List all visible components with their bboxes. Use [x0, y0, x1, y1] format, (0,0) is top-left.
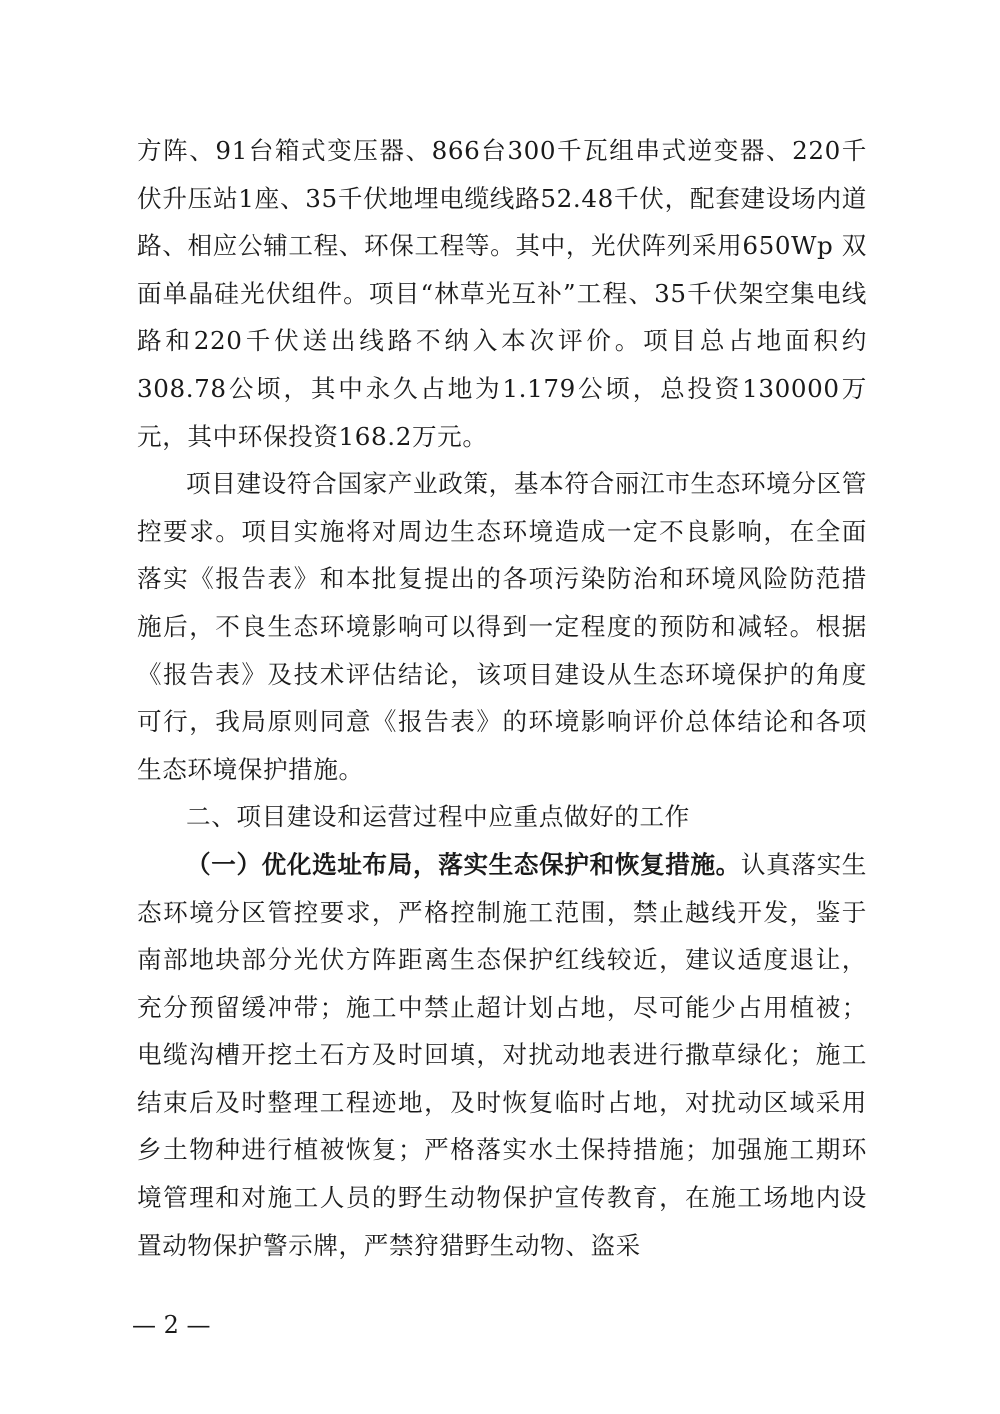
subsection-heading: （一）优化选址布局，落实生态保护和恢复措施。	[186, 849, 741, 879]
paragraph-assessment-conclusion: 项目建设符合国家产业政策，基本符合丽江市生态环境分区管控要求。项目实施将对周边生态环境造成一定不良影响，在全面落实《报告表》和本批复提出的各项污染防治和环境风险防范措施后，不良生态环境影响可以得到一定程度的预防和减轻。根据《报告表》及技术评估结论，该项目建设从生态环境保护的角度可行，我局原则同意《报告表》的环境影响评价总体结论和各项生态环境保护措施。	[137, 469, 867, 784]
page-number: — 2 —	[132, 1311, 211, 1339]
paragraph-project-scope: 方阵、91台箱式变压器、866台300千瓦组串式逆变器、220千伏升压站1座、35千伏地埋电缆线路52.48千伏，配套建设场内道路、相应公辅工程、环保工程等。其中，光伏阵列采用650Wp 双面单晶硅光伏组件。项目“林草光互补”工程、35千伏架空集电线路和220千伏送出线路不纳入本次评价。项目总占地面积约308.78公顷，其中永久占地为1.179公顷，总投资130000万元，其中环保投资168.2万元。	[137, 136, 867, 451]
document-body	[137, 127, 867, 1269]
subsection-text: 认真落实生态环境分区管控要求，严格控制施工范围，禁止越线开发，鉴于南部地块部分光伏方阵距离生态保护红线较近，建议适度退让，充分预留缓冲带；施工中禁止超计划占地，尽可能少占用植被；电缆沟槽开挖土石方及时回填，对扰动地表进行撒草绿化；施工结束后及时整理工程迹地，及时恢复临时占地，对扰动区域采用乡土物种进行植被恢复；严格落实水土保持措施；加强施工期环境管理和对施工人员的野生动物保护宣传教育，在施工场地内设置动物保护警示牌，严禁狩猎野生动物、盗采	[137, 849, 867, 1260]
paragraph-ecological-protection	[137, 841, 867, 1269]
section-heading: 二、项目建设和运营过程中应重点做好的工作	[186, 802, 690, 832]
